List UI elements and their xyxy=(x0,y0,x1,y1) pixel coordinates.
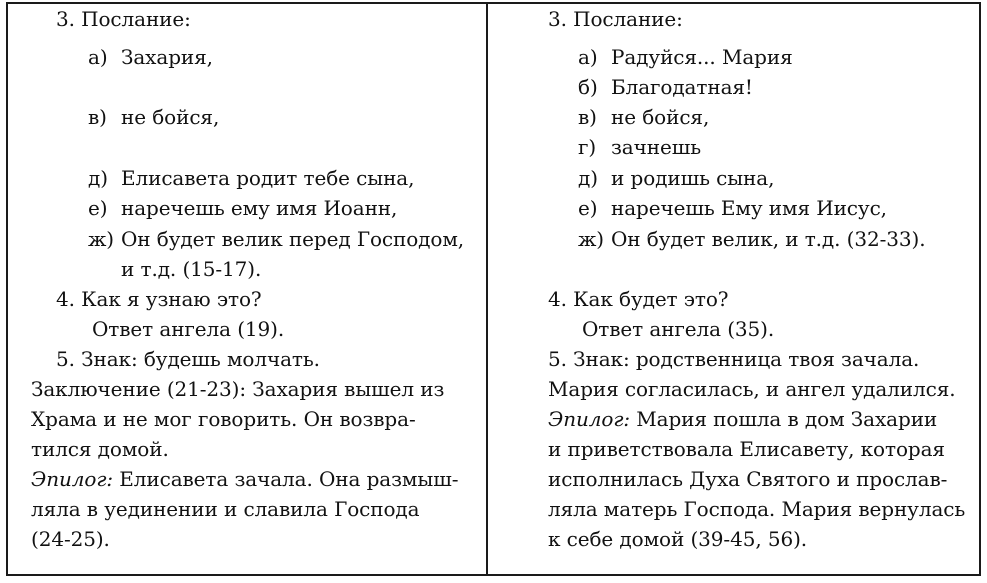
right-item-g xyxy=(578,134,701,160)
left-epilog-text: Елисавета зачала. Она размыш- xyxy=(113,467,459,491)
left-epilog-line xyxy=(31,466,458,492)
item-letter: а) xyxy=(88,45,108,69)
left-item-v xyxy=(88,104,219,130)
item-text: зачнешь xyxy=(611,135,702,159)
item-text: и родишь сына, xyxy=(611,166,775,190)
item-letter: ж) xyxy=(578,227,605,251)
item-text: Он будет велик, и т.д. (32-33). xyxy=(611,227,926,251)
right-item-e xyxy=(578,195,887,221)
item-text: Благодатная! xyxy=(611,75,753,99)
left-item-a xyxy=(88,44,213,70)
right-item-zh xyxy=(578,226,925,252)
left-item-e xyxy=(88,195,397,221)
left-conclusion-line: Заключение (21-23): Захария вышел из xyxy=(31,377,445,401)
left-heading: 3. Послание: xyxy=(56,7,191,31)
left-item-continuation: и т.д. (15-17). xyxy=(121,257,262,281)
item-letter: е) xyxy=(578,196,598,220)
item-letter: в) xyxy=(88,105,107,129)
right-item-v xyxy=(578,104,709,130)
right-item-a xyxy=(578,44,793,70)
right-epilog-line: исполнилась Духа Святого и прослав- xyxy=(548,467,948,491)
left-item-d xyxy=(88,165,414,191)
left-conclusion-line: тился домой. xyxy=(31,437,169,461)
right-item-d xyxy=(578,165,774,191)
left-epilog-label: Эпилог: xyxy=(31,467,113,491)
right-epilog-line xyxy=(548,406,937,432)
item-text: не бойся, xyxy=(121,105,220,129)
right-epilog-line: и приветствовала Елисавету, которая xyxy=(548,437,945,461)
right-conclusion: Мария согласилась, и ангел удалился. xyxy=(548,377,956,401)
item-letter: е) xyxy=(88,196,108,220)
item-text: Он будет велик перед Господом, xyxy=(121,227,465,251)
item-text: наречешь Ему имя Иисус, xyxy=(611,196,887,220)
item-letter: д) xyxy=(578,166,598,190)
left-epilog-line: ляла в уединении и славила Господа xyxy=(31,497,420,521)
left-question-4: 4. Как я узнаю это? xyxy=(56,287,262,311)
left-sign-5: 5. Знак: будешь молчать. xyxy=(56,347,320,371)
item-letter: д) xyxy=(88,166,108,190)
item-text: Елисавета родит тебе сына, xyxy=(121,166,415,190)
left-answer-4: Ответ ангела (19). xyxy=(92,317,285,341)
right-epilog-label: Эпилог: xyxy=(548,407,630,431)
right-item-b xyxy=(578,74,753,100)
item-text: Радуйся... Мария xyxy=(611,45,793,69)
item-text: не бойся, xyxy=(611,105,710,129)
left-epilog-line: (24-25). xyxy=(31,527,110,551)
right-epilog-line: к себе домой (39-45, 56). xyxy=(548,527,808,551)
item-text: Захария, xyxy=(121,45,213,69)
right-heading: 3. Послание: xyxy=(548,7,683,31)
item-letter: б) xyxy=(578,75,598,99)
left-item-zh xyxy=(88,226,464,252)
item-text: наречешь ему имя Иоанн, xyxy=(121,196,398,220)
right-epilog-text: Мария пошла в дом Захарии xyxy=(630,407,938,431)
right-answer-4: Ответ ангела (35). xyxy=(582,317,775,341)
left-conclusion-line: Храма и не мог говорить. Он возвра- xyxy=(31,407,416,431)
item-letter: в) xyxy=(578,105,597,129)
column-divider xyxy=(486,2,488,576)
item-letter: а) xyxy=(578,45,598,69)
right-question-4: 4. Как будет это? xyxy=(548,287,729,311)
right-epilog-line: ляла матерь Господа. Мария вернулась xyxy=(548,497,966,521)
item-letter: ж) xyxy=(88,227,115,251)
right-sign-5: 5. Знак: родственница твоя зачала. xyxy=(548,347,920,371)
item-letter: г) xyxy=(578,135,597,159)
